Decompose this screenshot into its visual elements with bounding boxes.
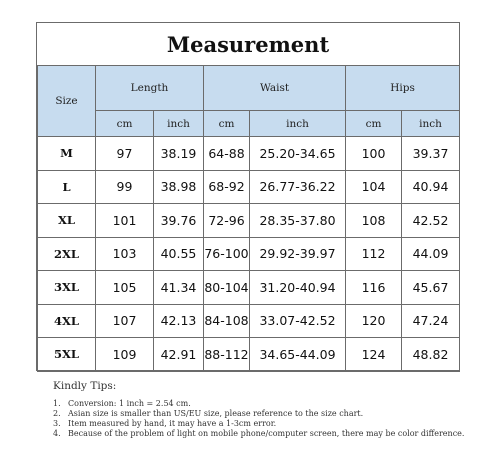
table-cell: 64-88 [204,137,250,171]
table-cell: 45.67 [402,271,460,305]
table-row [38,237,460,271]
tip-item [53,429,473,439]
size-cell: 4XL [38,304,96,338]
tips-list [53,399,473,439]
table-cell: 42.13 [154,304,204,338]
table-cell: 38.19 [154,137,204,171]
size-table [37,65,460,372]
table-cell: 103 [96,237,154,271]
table-cell: 107 [96,304,154,338]
table-row [38,170,460,204]
chart-title: Measurement [166,31,330,57]
table-cell: 39.37 [402,137,460,171]
unit-header: cm [204,111,250,137]
unit-header: inch [250,111,346,137]
table-cell: 104 [346,170,402,204]
unit-header: inch [154,111,204,137]
tip-text: Asian size is smaller than US/EU size, please reference to the size chart. [68,409,364,418]
table-cell: 41.34 [154,271,204,305]
table-cell: 31.20-40.94 [250,271,346,305]
table-cell: 26.77-36.22 [250,170,346,204]
size-cell: L [38,170,96,204]
table-row [38,271,460,305]
table-cell: 68-92 [204,170,250,204]
table-cell: 88-112 [204,338,250,372]
table-cell: 33.07-42.52 [250,304,346,338]
size-cell: XL [38,204,96,238]
kindly-tips [53,380,473,439]
size-chart [36,22,460,371]
table-row [38,204,460,238]
tip-number: 3. [53,419,61,428]
table-cell: 97 [96,137,154,171]
table-cell: 39.76 [154,204,204,238]
table-cell: 44.09 [402,237,460,271]
tip-item [53,409,473,419]
size-header: Size [38,66,96,137]
table-cell: 28.35-37.80 [250,204,346,238]
group-header-length: Length [96,66,204,111]
table-cell: 100 [346,137,402,171]
unit-header: inch [402,111,460,137]
table-row [38,137,460,171]
table-cell: 38.98 [154,170,204,204]
table-cell: 112 [346,237,402,271]
table-cell: 40.94 [402,170,460,204]
tip-number: 2. [53,409,61,418]
table-header-row [38,66,460,111]
table-cell: 108 [346,204,402,238]
size-cell: 3XL [38,271,96,305]
table-cell: 124 [346,338,402,372]
tip-number: 1. [53,399,61,408]
tip-text: Item measured by hand, it may have a 1-3cm error. [68,419,277,428]
size-cell: M [38,137,96,171]
unit-header: cm [96,111,154,137]
table-cell: 42.52 [402,204,460,238]
tip-text: Because of the problem of light on mobile phone/computer screen, there may be color difference. [68,429,465,438]
table-cell: 25.20-34.65 [250,137,346,171]
table-cell: 99 [96,170,154,204]
table-cell: 29.92-39.97 [250,237,346,271]
size-cell: 2XL [38,237,96,271]
table-cell: 84-108 [204,304,250,338]
table-cell: 34.65-44.09 [250,338,346,372]
table-cell: 47.24 [402,304,460,338]
table-cell: 48.82 [402,338,460,372]
size-cell: 5XL [38,338,96,372]
tips-title: Kindly Tips: [53,380,117,392]
tip-number: 4. [53,429,61,438]
table-cell: 101 [96,204,154,238]
tip-item [53,419,473,429]
table-cell: 120 [346,304,402,338]
table-row [38,304,460,338]
unit-header-row [38,111,460,137]
table-cell: 116 [346,271,402,305]
table-cell: 72-96 [204,204,250,238]
table-row [38,338,460,372]
table-cell: 76-100 [204,237,250,271]
table-cell: 80-104 [204,271,250,305]
group-header-hips: Hips [346,66,460,111]
group-header-waist: Waist [204,66,346,111]
unit-header: cm [346,111,402,137]
tip-text: Conversion: 1 inch = 2.54 cm. [68,399,191,408]
table-cell: 105 [96,271,154,305]
table-cell: 42.91 [154,338,204,372]
table-cell: 40.55 [154,237,204,271]
tip-item [53,399,473,409]
table-cell: 109 [96,338,154,372]
